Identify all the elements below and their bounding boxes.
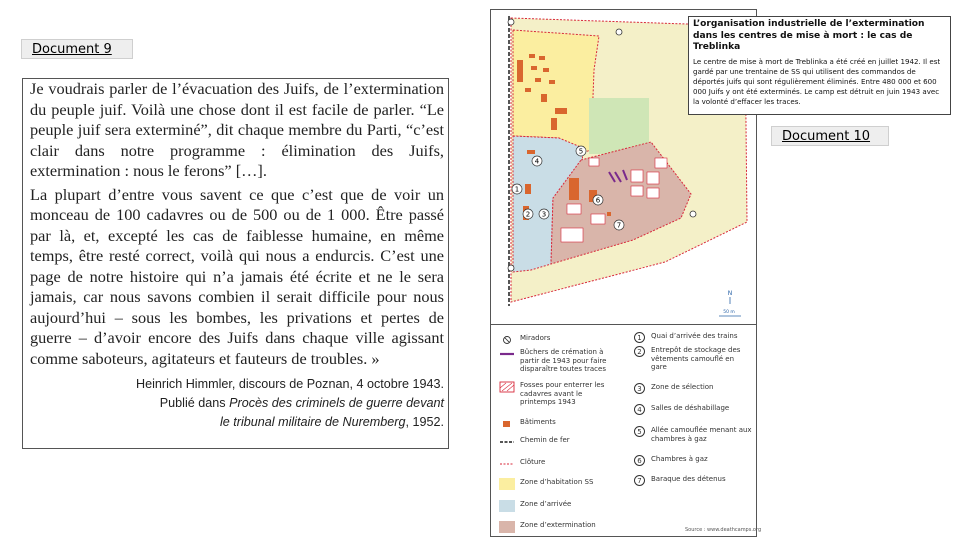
- building-icon: [499, 418, 515, 430]
- legend-num-4: [634, 404, 752, 415]
- pyre-icon: [499, 348, 515, 360]
- legend-label-fence: Clôture: [520, 458, 546, 466]
- map-marker-6: 6: [595, 196, 601, 205]
- zone-arrival-swatch: [499, 500, 515, 512]
- legend-num-5-badge: 5: [634, 426, 645, 437]
- legend-num-1-label: Quai d’arrivée des trains: [651, 332, 738, 340]
- legend-item-pyre: [499, 348, 623, 374]
- doc10-title-box: [688, 16, 951, 115]
- map-legend: [491, 324, 756, 537]
- legend-label-zone-arrival: Zone d’arrivée: [520, 500, 572, 508]
- legend-label-pits: Fosses pour enterrer les cadavres avant le printemps 1943: [520, 381, 605, 407]
- document-9-tag: [21, 39, 133, 59]
- legend-item-building: [499, 418, 611, 430]
- map-marker-5: 5: [578, 147, 584, 156]
- legend-num-1: [634, 332, 752, 343]
- document-10-tag-text: Document 10: [782, 129, 871, 144]
- legend-item-zone-extermination: [499, 521, 611, 533]
- quote-paragraph-1: Je voudrais parler de l’évacuation des Juifs, de l’extermination du peuple juif. Voilà une chose dont il est facile de parler. “Le peuple juif sera exterminé”, dit chaque membre du Parti, “c’est clair dans notre programme : élimination des Juifs, extermination : nous le ferons” […].: [30, 79, 444, 180]
- legend-num-6: [634, 455, 752, 466]
- quote-source-line-2: [30, 394, 444, 413]
- source-title-b: le tribunal militaire de Nuremberg: [219, 415, 406, 429]
- map-marker-7: 7: [616, 221, 622, 230]
- source-prefix: Publié dans: [159, 396, 230, 410]
- map-marker-1: 1: [514, 185, 520, 194]
- legend-item-zone-ss: [499, 478, 611, 490]
- source-title-a: Procès des criminels de guerre devant: [229, 396, 444, 410]
- north-label: N: [727, 290, 733, 297]
- legend-num-5: [634, 426, 752, 443]
- watchtower-icon: [499, 334, 515, 346]
- legend-item-watchtower: [499, 334, 611, 346]
- legend-label-pyre: Bûchers de crémation à partir de 1943 pour faire disparaître toutes traces: [520, 348, 607, 374]
- legend-label-zone-extermination: Zone d’extermination: [520, 521, 596, 529]
- legend-num-2-badge: 2: [634, 346, 645, 357]
- map-marker-3: 3: [541, 210, 547, 219]
- doc10-description: Le centre de mise à mort de Treblinka a été créé en juillet 1942. Il est gardé par une trentaine de SS qui utilisent des commandos de déportés juifs qui sont régulièrement éliminés. Entre 480 000 et 600 000 Juifs y ont été exterminés. Le camp est détruit en juin 1943 avec la volonté d’effacer les traces.: [693, 56, 941, 107]
- quote-paragraph-2: La plupart d’entre vous savent ce que c’est que de voir un monceau de 100 cadavres ou de 500 ou de 1 000. Être passé par là, et, excepté les cas de faiblesse humaine, en même temps, être resté correct, voilà qui nous a endurcis. C’est une page de notre histoire qui n’a jamais été écrite et ne le sera jamais, car nous savons combien il serait difficile pour nous aujourd’hui – sous les bombes, les privations et pertes de guerre – d’avoir encore des Juifs dans chaque ville agissant comme saboteurs, agitateurs et fauteurs de troubles. »: [30, 184, 444, 368]
- legend-num-4-badge: 4: [634, 404, 645, 415]
- quote-source: [30, 375, 444, 432]
- zone-extermination-swatch: [499, 521, 515, 533]
- legend-num-7-badge: 7: [634, 475, 645, 486]
- legend-num-1-badge: 1: [634, 332, 645, 343]
- map-marker-4: 4: [534, 157, 540, 166]
- legend-label-zone-ss: Zone d’habitation SS: [520, 478, 594, 486]
- document-10-tag: [771, 126, 889, 146]
- himmler-quote-box: [22, 78, 449, 449]
- legend-num-5-label: Allée camouflée menant aux chambres à gaz: [651, 426, 752, 443]
- map-source: Source : www.deathcamps.org: [685, 527, 762, 533]
- legend-num-7: [634, 475, 752, 486]
- legend-num-2: [634, 346, 752, 372]
- legend-label-watchtower: Miradors: [520, 334, 551, 342]
- legend-num-6-badge: 6: [634, 455, 645, 466]
- fence-icon: [499, 458, 515, 470]
- legend-item-zone-arrival: [499, 500, 611, 512]
- railway-icon: [499, 436, 515, 448]
- legend-num-3-badge: 3: [634, 383, 645, 394]
- map-marker-2: 2: [525, 210, 531, 219]
- legend-num-4-label: Salles de déshabillage: [651, 404, 730, 412]
- doc10-title: L’organisation industrielle de l’extermination dans les centres de mise à mort : le cas de Treblinka: [693, 19, 925, 52]
- document-9-tag-text: Document 9: [32, 42, 112, 57]
- legend-num-6-label: Chambres à gaz: [651, 455, 708, 463]
- burial-pit-icon: [499, 381, 515, 393]
- legend-item-fence: [499, 458, 611, 470]
- source-year: , 1952.: [405, 415, 444, 429]
- legend-item-railway: [499, 436, 611, 448]
- legend-item-pits: [499, 381, 611, 407]
- scale-label: 50 m: [723, 310, 735, 315]
- quote-source-line-3: [30, 413, 444, 432]
- legend-label-railway: Chemin de fer: [520, 436, 570, 444]
- legend-num-3-label: Zone de sélection: [651, 383, 714, 391]
- legend-label-building: Bâtiments: [520, 418, 556, 426]
- legend-num-7-label: Baraque des détenus: [651, 475, 726, 483]
- legend-num-2-label: Entrepôt de stockage des vêtements camouflé en gare: [651, 346, 741, 372]
- quote-source-line-1: Heinrich Himmler, discours de Poznan, 4 octobre 1943.: [136, 377, 444, 391]
- zone-ss-swatch: [499, 478, 515, 490]
- legend-num-3: [634, 383, 752, 394]
